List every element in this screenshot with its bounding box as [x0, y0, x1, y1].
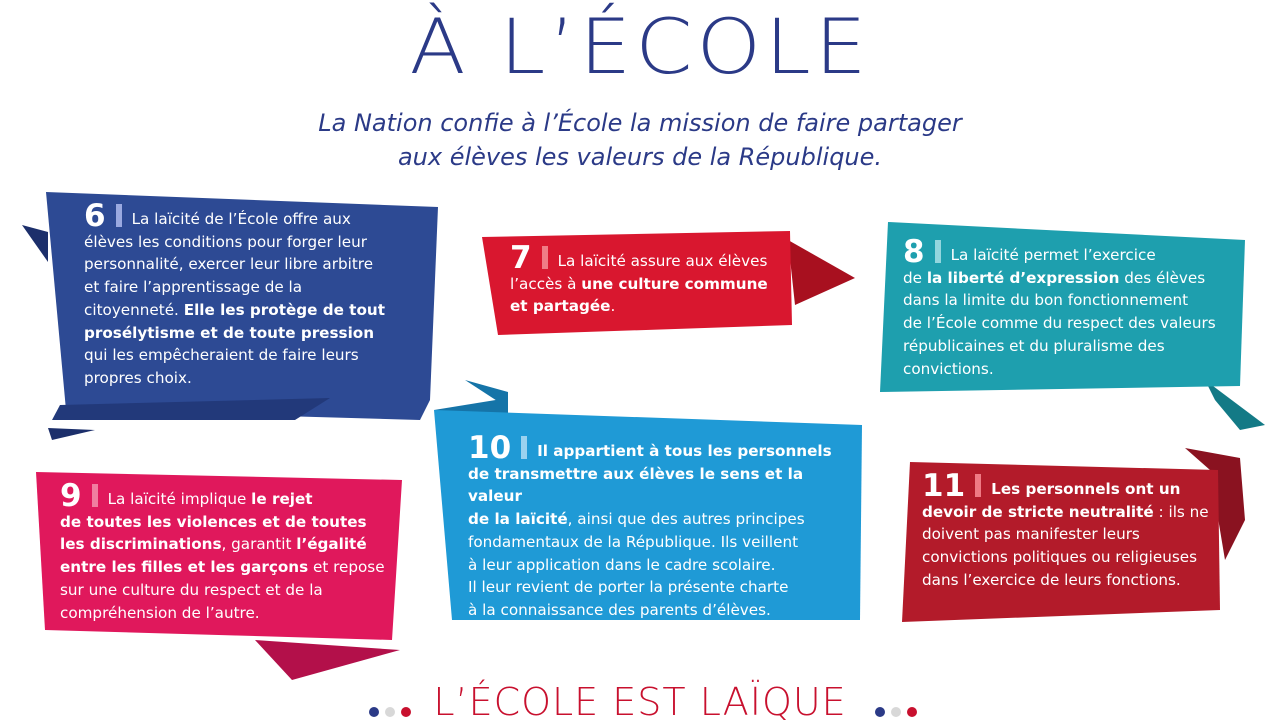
article-11-text: 11 Les personnels ont un devoir de stricte neutralité : ils ne doivent pas manifester leurs convictions politiques ou religieuses dans l’exercice de leurs fonctions. — [922, 468, 1209, 589]
article-7-number: 7 — [510, 240, 532, 276]
page-title: À L’ÉCOLE — [409, 4, 871, 92]
article-11-number: 11 — [922, 468, 966, 504]
article-9-number: 9 — [60, 478, 82, 514]
blue-dot — [875, 707, 885, 717]
article-10-number: 10 — [468, 430, 512, 466]
article-11-separator — [975, 474, 981, 497]
red-dot — [907, 707, 917, 717]
article-6-number: 6 — [84, 198, 106, 234]
article-8-text: 8 La laïcité permet l’exercice de la liberté d’expression des élèves dans la limite du bon fonctionnement de l’École comme du respect des valeurs républicaines et du pluralisme des convictions. — [903, 234, 1216, 378]
article-9-text: 9 La laïcité implique le rejet de toutes les violences et de toutes les discriminations, garantit l’égalité entre les filles et les garçons et repose sur une culture du respect et de la compréhension de l’autre. — [60, 478, 385, 622]
article-10-text: 10 Il appartient à tous les personnels de transmettre aux élèves le sens et la valeur de la laïcité, ainsi que des autres principes fondamentaux de la République. Ils veillent à leur application dans le cadre scolaire. Il leur revient de porter la présente charte à la connaissance des parents d’élèves. — [468, 430, 832, 619]
article-7-text: 7 La laïcité assure aux élèves l’accès à une culture commune et partagée. — [510, 240, 768, 316]
footer-dots-right — [872, 702, 920, 712]
subtitle-line-1: La Nation confie à l’École la mission de faire partager — [318, 109, 962, 137]
article-6-text: 6 La laïcité de l’École offre aux élèves les conditions pour forger leur personnalité, exercer leur libre arbitre et faire l’apprentissage de la citoyenneté. Elle les protège de tout prosélytisme et de toute pression qui les empêcheraient de faire leurs propres choix. — [84, 198, 385, 387]
footer — [0, 680, 1280, 724]
subtitle-line-2: aux élèves les valeurs de la République. — [397, 143, 883, 171]
white-dot — [891, 707, 901, 717]
article-8-number: 8 — [903, 234, 925, 270]
footer-title: L’ÉCOLE EST LAÏQUE — [433, 680, 847, 724]
